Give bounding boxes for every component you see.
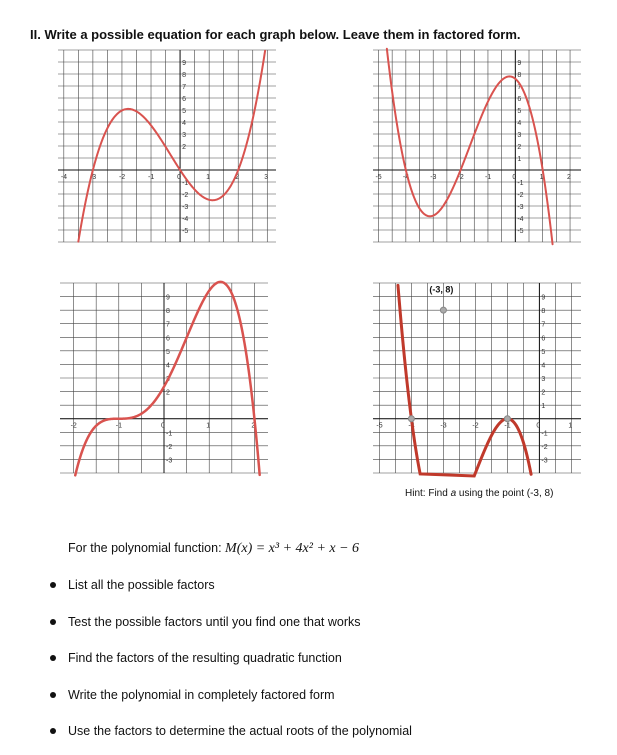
x-tick-label: -4	[402, 174, 410, 181]
step-item: Test the possible factors until you find one that works	[40, 609, 412, 646]
x-tick-label: -2	[118, 174, 126, 181]
y-tick-label: 2	[166, 389, 170, 397]
graph-1-svg	[58, 50, 276, 242]
curve	[398, 285, 531, 476]
x-tick-label: -1	[504, 422, 511, 430]
step-item: Write the polynomial in completely factored form	[40, 682, 412, 719]
worksheet-heading: II. Write a possible equation for each graph below. Leave them in factored form.	[30, 27, 521, 42]
y-tick-label: -1	[541, 430, 548, 438]
x-tick-label: 2	[567, 174, 571, 181]
y-tick-label: -3	[541, 457, 548, 465]
graph-3	[60, 283, 268, 473]
graph-3-svg	[60, 283, 268, 473]
step-item: List all the possible factors	[40, 572, 412, 609]
y-tick-label: 1	[517, 156, 522, 163]
x-tick-label: 0	[536, 422, 541, 430]
y-tick-label: 9	[541, 294, 546, 302]
steps-list	[40, 572, 412, 755]
x-tick-label: -4	[60, 174, 68, 181]
y-tick-label: 3	[182, 132, 186, 139]
y-tick-label: 5	[517, 108, 522, 115]
y-tick-label: 8	[182, 72, 186, 79]
y-tick-label: -5	[517, 228, 524, 235]
y-tick-label: 7	[166, 321, 170, 329]
y-tick-label: 9	[517, 60, 522, 67]
y-tick-label: -1	[517, 180, 524, 187]
y-tick-label: -1	[182, 180, 189, 187]
y-tick-label: 3	[541, 376, 546, 383]
x-tick-label: 2	[235, 174, 240, 181]
marked-point	[440, 307, 446, 313]
curve	[387, 49, 553, 244]
y-tick-label: -3	[517, 204, 524, 211]
y-tick-label: 2	[541, 389, 546, 397]
y-tick-label: 9	[166, 294, 170, 302]
grid	[58, 50, 276, 242]
y-tick-label: -4	[517, 216, 524, 223]
x-tick-label: 1	[568, 422, 573, 430]
y-tick-label: 9	[182, 60, 186, 67]
x-tick-label: -3	[430, 174, 437, 181]
function-math: M(x) = x³ + 4x² + x − 6	[225, 541, 360, 556]
x-tick-label: -1	[484, 174, 492, 181]
y-tick-label: 2	[182, 144, 186, 151]
x-tick-label: -3	[440, 422, 447, 430]
function-statement	[68, 541, 359, 557]
y-tick-label: 4	[166, 362, 170, 370]
x-tick-label: -1	[148, 174, 155, 181]
marked-point	[408, 416, 414, 422]
graph-2	[373, 50, 581, 242]
y-tick-label: 6	[541, 335, 546, 343]
x-tick-label: 1	[206, 422, 211, 430]
x-tick-label: 0	[512, 174, 517, 181]
y-tick-label: -5	[182, 228, 189, 235]
graph-1	[58, 50, 276, 242]
y-tick-label: -2	[166, 443, 173, 451]
hint-suffix: using the point (-3, 8)	[456, 488, 554, 499]
x-tick-label: -2	[70, 422, 77, 430]
y-tick-label: 7	[182, 84, 186, 91]
graph-2-svg	[373, 50, 581, 242]
y-tick-label: 4	[182, 120, 186, 127]
hint-text	[405, 488, 553, 499]
hint-prefix: Hint: Find	[405, 488, 451, 499]
grid	[373, 283, 581, 473]
y-tick-label: -2	[182, 192, 189, 199]
function-prefix: For the polynomial function:	[68, 541, 226, 555]
x-tick-label: -5	[376, 422, 383, 430]
y-tick-label: 8	[541, 308, 546, 316]
x-tick-label: -3	[89, 174, 97, 181]
y-tick-label: 6	[166, 335, 170, 343]
y-tick-label: 7	[517, 84, 522, 91]
x-tick-label: 1	[539, 174, 544, 181]
y-tick-label: 3	[166, 376, 170, 383]
x-tick-label: 3	[264, 174, 269, 181]
y-tick-label: 8	[166, 308, 170, 316]
y-tick-label: -4	[182, 216, 189, 223]
x-tick-label: 0	[161, 422, 165, 430]
y-tick-label: 4	[517, 120, 522, 127]
x-tick-label: -5	[375, 174, 382, 181]
x-tick-label: -1	[115, 422, 123, 430]
x-tick-label: -2	[472, 422, 479, 430]
hint-variable: a	[450, 488, 457, 499]
step-item: Find the factors of the resulting quadratic function	[40, 645, 412, 682]
y-tick-label: 5	[166, 348, 170, 356]
y-tick-label: 4	[541, 362, 546, 370]
y-tick-label: 8	[517, 72, 522, 79]
y-tick-label: -3	[166, 457, 173, 465]
graph-4	[373, 283, 581, 473]
y-tick-label: 2	[517, 144, 522, 151]
y-tick-label: 5	[541, 348, 546, 356]
x-tick-label: 2	[251, 422, 256, 430]
y-tick-label: -2	[541, 443, 548, 451]
y-tick-label: -2	[517, 192, 524, 199]
point-label: (-3, 8)	[429, 284, 454, 295]
marked-point	[504, 416, 510, 422]
y-tick-label: 5	[182, 108, 186, 115]
x-tick-label: 1	[206, 174, 211, 181]
step-item: Use the factors to determine the actual roots of the polynomial	[40, 718, 412, 755]
y-tick-label: -1	[166, 430, 173, 438]
y-tick-label: 7	[541, 321, 546, 329]
x-tick-label: -4	[408, 422, 415, 430]
x-tick-label: 0	[177, 174, 181, 181]
y-tick-label: 6	[517, 96, 522, 103]
graph-4-svg	[373, 283, 581, 473]
y-tick-label: 3	[517, 132, 522, 139]
y-tick-label: -3	[182, 204, 189, 211]
x-tick-label: -2	[457, 174, 464, 181]
y-tick-label: 6	[182, 96, 186, 103]
y-tick-label: 1	[541, 403, 546, 411]
